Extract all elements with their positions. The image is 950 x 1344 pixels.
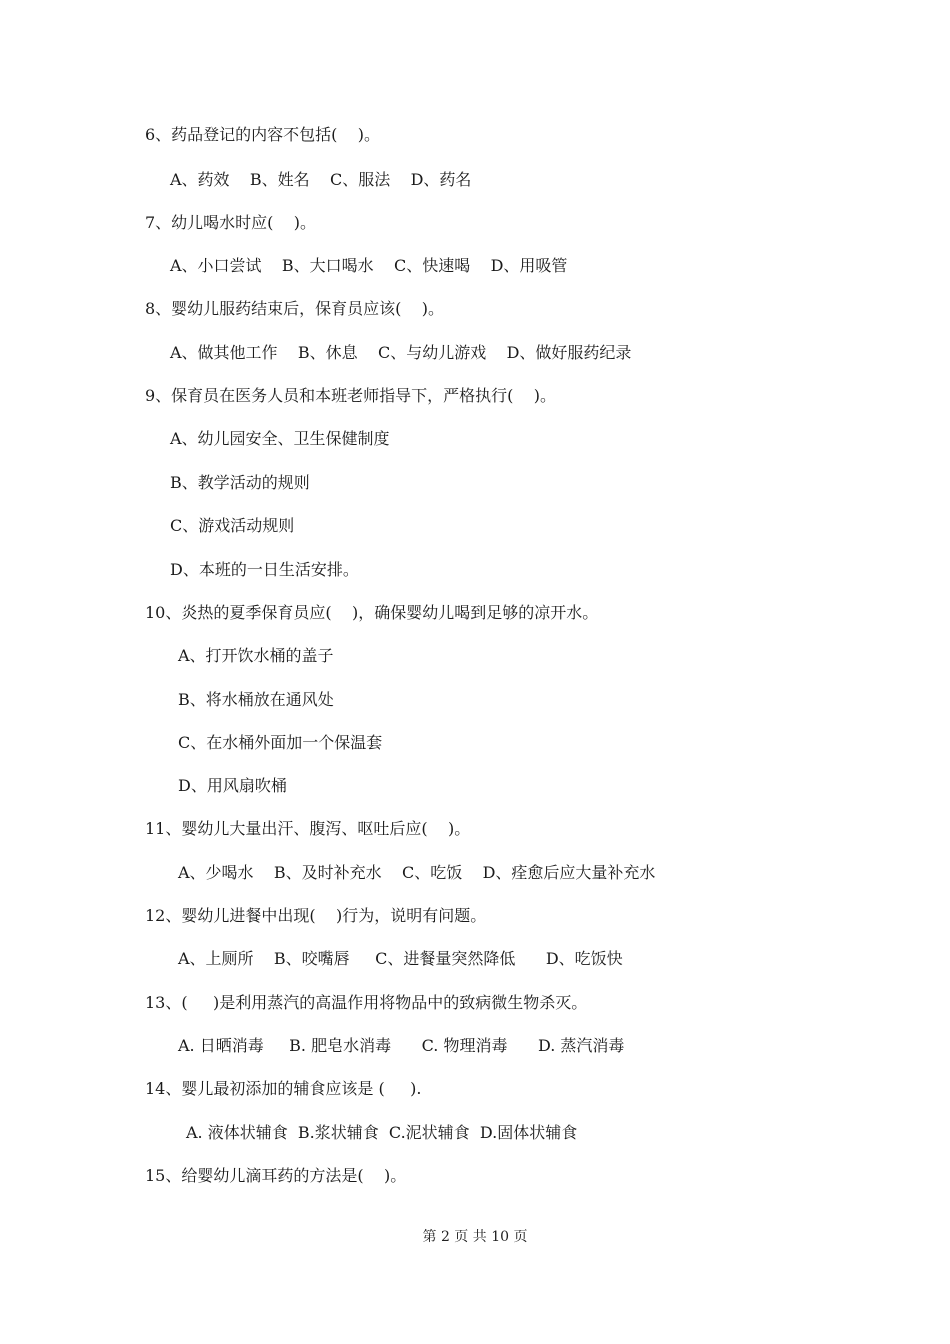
- question-14: 14、婴儿最初添加的辅食应该是 ( ).: [145, 1079, 422, 1098]
- question-6: 6、药品登记的内容不包括( )。: [145, 125, 381, 144]
- question-12-options: A、上厕所 B、咬嘴唇 C、进餐量突然降低 D、吃饭快: [178, 949, 623, 968]
- question-10-option-a: A、打开饮水桶的盖子: [178, 646, 334, 665]
- question-8: 8、婴幼儿服药结束后，保育员应该( )。: [145, 299, 445, 318]
- question-11-options: A、少喝水 B、及时补充水 C、吃饭 D、痊愈后应大量补充水: [178, 863, 656, 882]
- page-number-footer: 第 2 页 共 10 页: [422, 1229, 528, 1245]
- question-7-options: A、小口尝试 B、大口喝水 C、快速喝 D、用吸管: [170, 256, 568, 275]
- question-11: 11、婴幼儿大量出汗、腹泻、呕吐后应( )。: [145, 819, 471, 838]
- question-10-option-b: B、将水桶放在通风处: [178, 690, 334, 709]
- question-13-options: A. 日晒消毒 B. 肥皂水消毒 C. 物理消毒 D. 蒸汽消毒: [178, 1036, 625, 1055]
- question-13: 13、( )是利用蒸汽的高温作用将物品中的致病微生物杀灭。: [145, 993, 588, 1012]
- question-8-options: A、做其他工作 B、休息 C、与幼儿游戏 D、做好服药纪录: [170, 343, 632, 362]
- question-10-option-d: D、用风扇吹桶: [178, 776, 287, 795]
- question-6-options: A、药效 B、姓名 C、服法 D、药名: [170, 170, 472, 189]
- question-15: 15、给婴幼儿滴耳药的方法是( )。: [145, 1166, 407, 1185]
- question-7: 7、幼儿喝水时应( )。: [145, 213, 317, 232]
- question-9-option-c: C、游戏活动规则: [170, 516, 295, 535]
- question-9-option-b: B、教学活动的规则: [170, 473, 310, 492]
- question-10: 10、炎热的夏季保育员应( )，确保婴幼儿喝到足够的凉开水。: [145, 603, 599, 622]
- question-9: 9、保育员在医务人员和本班老师指导下，严格执行( )。: [145, 386, 557, 405]
- question-9-option-d: D、本班的一日生活安排。: [170, 560, 359, 579]
- question-12: 12、婴幼儿进餐中出现( )行为，说明有问题。: [145, 906, 487, 925]
- question-10-option-c: C、在水桶外面加一个保温套: [178, 733, 383, 752]
- question-9-option-a: A、幼儿园安全、卫生保健制度: [170, 429, 390, 448]
- question-14-options: A. 液体状辅食 B.浆状辅食 C.泥状辅食 D.固体状辅食: [186, 1123, 578, 1142]
